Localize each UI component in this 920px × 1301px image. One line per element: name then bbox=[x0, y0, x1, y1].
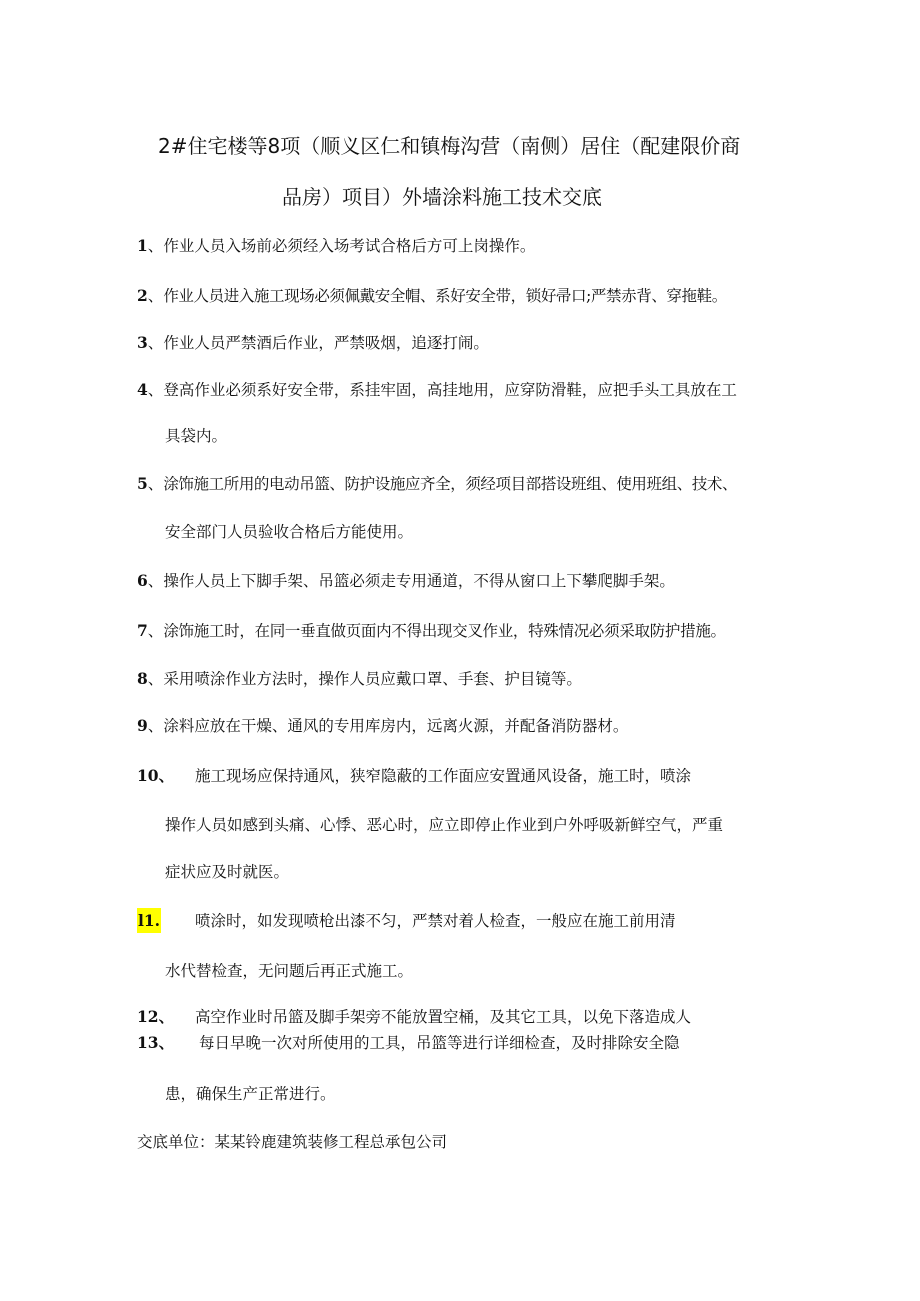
item-text: 作业人员严禁酒后作业，严禁吸烟，追逐打闹。 bbox=[163, 334, 489, 352]
item-text: 作业人员进入施工现场必须佩戴安全帽、系好安全带，锁好帚口;严禁赤背、穿拖鞋。 bbox=[163, 287, 727, 305]
item-number: 4 bbox=[137, 380, 148, 399]
item-number: 5 bbox=[137, 474, 148, 493]
item-separator: 、 bbox=[147, 622, 164, 640]
item-number: 2 bbox=[137, 286, 148, 305]
highlighted-item-number: l1. bbox=[137, 908, 161, 933]
list-item-4-continuation: 具袋内。 bbox=[165, 427, 228, 445]
item-number: 12、 bbox=[137, 1007, 175, 1026]
item-separator: 、 bbox=[147, 334, 164, 352]
item-text: 涂料应放在干燥、通风的专用库房内，远离火源，并配备消防器材。 bbox=[163, 717, 629, 735]
document-title-line-2: 品房）项目）外墙涂料施工技术交底 bbox=[282, 185, 602, 209]
list-item-2 bbox=[137, 284, 727, 306]
list-item-5-continuation: 安全部门人员验收合格后方能使用。 bbox=[165, 523, 414, 541]
list-item-13-continuation: 患，确保生产正常进行。 bbox=[165, 1085, 336, 1103]
item-separator: 、 bbox=[147, 572, 164, 590]
list-item-11-continuation: 水代替检查，无问题后再正式施工。 bbox=[165, 962, 414, 980]
list-item-6 bbox=[137, 569, 675, 591]
list-item-8 bbox=[137, 667, 582, 689]
list-item-3 bbox=[137, 331, 489, 353]
list-item-7 bbox=[137, 619, 726, 641]
list-item-10-continuation-2: 症状应及时就医。 bbox=[165, 863, 290, 881]
list-item-5 bbox=[137, 472, 737, 494]
item-text: 操作人员上下脚手架、吊篮必须走专用通道，不得从窗口上下攀爬脚手架。 bbox=[163, 572, 675, 590]
item-number: 10、 bbox=[137, 766, 175, 785]
document-title-line-1: 2#住宅楼等8项（顺义区仁和镇梅沟营（南侧）居住（配建限价商 bbox=[158, 134, 741, 158]
item-text: 采用喷涂作业方法时，操作人员应戴口罩、手套、护目镜等。 bbox=[163, 670, 582, 688]
item-separator: 、 bbox=[147, 670, 164, 688]
list-item-1 bbox=[137, 234, 535, 256]
item-separator: 、 bbox=[147, 381, 164, 399]
item-number: 6 bbox=[137, 571, 148, 590]
item-text: 作业人员入场前必须经入场考试合格后方可上岗操作。 bbox=[163, 237, 536, 255]
item-number: 7 bbox=[137, 621, 148, 640]
item-text: 涂饰施工时，在同一垂直做页面内不得出现交叉作业，特殊情况必须采取防护措施。 bbox=[163, 622, 726, 640]
item-text: 高空作业时吊篮及脚手架旁不能放置空桶，及其它工具，以免下落造成人 bbox=[195, 1008, 692, 1026]
item-number: 13、 bbox=[137, 1033, 175, 1052]
item-number-wrapper bbox=[137, 911, 195, 933]
item-number: 8 bbox=[137, 669, 148, 688]
item-text: 涂饰施工所用的电动吊篮、防护设施应齐全，须经项目部搭设班组、使用班组、技术、 bbox=[163, 475, 738, 493]
list-item-12 bbox=[137, 1005, 691, 1027]
item-text: 每日早晚一次对所使用的工具，吊篮等进行详细检查，及时排除安全隐 bbox=[199, 1034, 680, 1052]
list-item-9 bbox=[137, 714, 628, 736]
item-separator: 、 bbox=[147, 237, 164, 255]
item-text: 登高作业必须系好安全带，系挂牢固，高挂地用，应穿防滑鞋，应把手头工具放在工 bbox=[163, 381, 737, 399]
list-item-13 bbox=[137, 1031, 680, 1053]
item-text: 施工现场应保持通风，狭窄隐蔽的工作面应安置通风设备，施工时，喷涂 bbox=[195, 767, 692, 785]
list-item-10 bbox=[137, 764, 691, 786]
item-separator: 、 bbox=[147, 717, 164, 735]
list-item-10-continuation-1: 操作人员如感到头痛、心悸、恶心时，应立即停止作业到户外呼吸新鲜空气，严重 bbox=[165, 816, 724, 834]
item-number: 9 bbox=[137, 716, 148, 735]
list-item-11 bbox=[137, 909, 676, 933]
item-separator: 、 bbox=[147, 475, 164, 493]
item-text: 喷涂时，如发现喷枪出漆不匀，严禁对着人检查，一般应在施工前用清 bbox=[195, 912, 676, 930]
item-separator: 、 bbox=[147, 287, 164, 305]
item-number: 3 bbox=[137, 333, 148, 352]
item-number: 1 bbox=[137, 236, 148, 255]
issuing-unit: 交底单位：某某铃鹿建筑装修工程总承包公司 bbox=[137, 1133, 448, 1151]
list-item-4 bbox=[137, 378, 737, 400]
